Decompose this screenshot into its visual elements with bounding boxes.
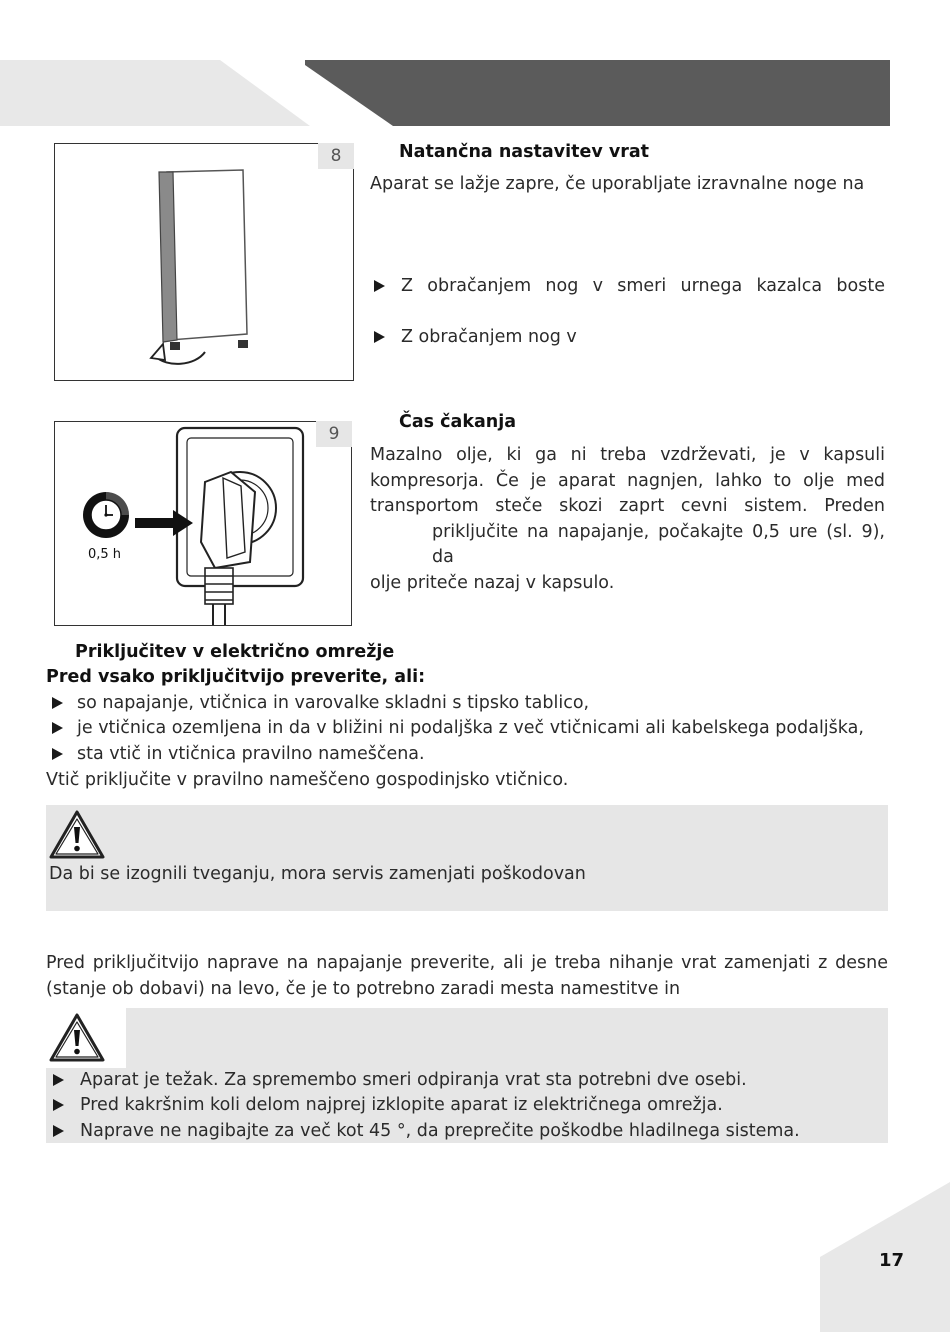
waiting-line-3: transportom steče skozi zaprt cevni sistem. Preden: [370, 496, 885, 516]
waiting-line-4: priključite na napajanje, počakajte 0,5 ure (sl. 9), da: [432, 521, 885, 567]
power-bullet-3: sta vtič in vtičnica pravilno nameščena.: [52, 742, 425, 768]
warning-box-2: [46, 1008, 888, 1143]
figure-label-time: 0,5 h: [88, 547, 122, 562]
power-bullet-1: so napajanje, vtičnica in varovalke skladni s tipsko tablico,: [52, 691, 589, 717]
waiting-line-1: Mazalno olje, ki ga ni treba vzdrževati, je v kapsuli: [370, 445, 885, 465]
warning-1-text: Da bi se izognili tveganju, mora servis zamenjati poškodovan: [49, 864, 586, 884]
header-left-banner: [0, 60, 310, 126]
power-connection-subheading: Pred vsako priključitvijo preverite, ali:: [46, 667, 426, 687]
warning-box-1: [46, 805, 888, 911]
warning-2-bullet-2: Pred kakršnim koli delom najprej izklopite aparat iz električnega omrežja.: [53, 1093, 723, 1119]
door-change-line-2: (stanje ob dobavi) na levo, če je to potrebno zaradi mesta namestitve in: [46, 978, 681, 999]
warning-2-bullet-3: Naprave ne nagibajte za več kot 45 °, da preprečite poškodbe hladilnega sistema.: [53, 1119, 800, 1145]
bullet-arrow-icon: [52, 722, 63, 734]
waiting-line-5: olje priteče nazaj v kapsulo.: [370, 572, 615, 593]
door-adjust-intro: Aparat se lažje zapre, če uporabljate izravnalne noge na: [370, 174, 865, 194]
bullet-arrow-icon: [374, 331, 385, 343]
bullet-arrow-icon: [53, 1125, 64, 1137]
power-connection-heading: Priključitev v električno omrežje: [75, 642, 395, 662]
door-adjustment-illustration: [55, 144, 353, 380]
bullet-arrow-icon: [374, 280, 385, 292]
header-right-banner: [305, 60, 890, 126]
power-bullet-2: je vtičnica ozemljena in da v bližini ni podaljška z več vtičnicami ali kabelskega podaljška,: [52, 716, 864, 742]
warning-triangle-icon: [48, 1012, 106, 1064]
clock-icon: [81, 490, 131, 540]
figure-9-waiting-time: [54, 421, 352, 626]
bullet-arrow-icon: [53, 1074, 64, 1086]
warning-2-bullet-1: Aparat je težak. Za spremembo smeri odpiranja vrat sta potrebni dve osebi.: [53, 1068, 747, 1094]
figure-8-door-adjustment: [54, 143, 354, 381]
bullet-arrow-icon: [53, 1099, 64, 1111]
waiting-time-heading: Čas čakanja: [399, 412, 517, 432]
figure-number-9: 9: [316, 421, 352, 447]
power-closing-text: Vtič priključite v pravilno nameščeno gospodinjsko vtičnico.: [46, 770, 569, 790]
warning-triangle-icon: [48, 809, 106, 861]
waiting-time-paragraph: [370, 443, 885, 596]
door-change-line-1: Pred priključitvijo naprave na napajanje preverite, ali je treba nihanje vrat zamenjati z desne: [46, 953, 888, 973]
door-adjust-heading: Natančna nastavitev vrat: [399, 142, 650, 162]
door-change-paragraph: [46, 951, 888, 1002]
figure-number-8: 8: [318, 143, 354, 169]
page-number: 17: [879, 1250, 905, 1271]
waiting-line-2: kompresorja. Če je aparat nagnjen, lahko to olje med: [370, 470, 885, 491]
door-adjust-bullet-2: Z obračanjem nog v: [374, 325, 577, 351]
bullet-arrow-icon: [52, 748, 63, 760]
bullet-arrow-icon: [52, 697, 63, 709]
door-adjust-bullet-1: Z obračanjem nog v smeri urnega kazalca boste: [374, 274, 885, 300]
